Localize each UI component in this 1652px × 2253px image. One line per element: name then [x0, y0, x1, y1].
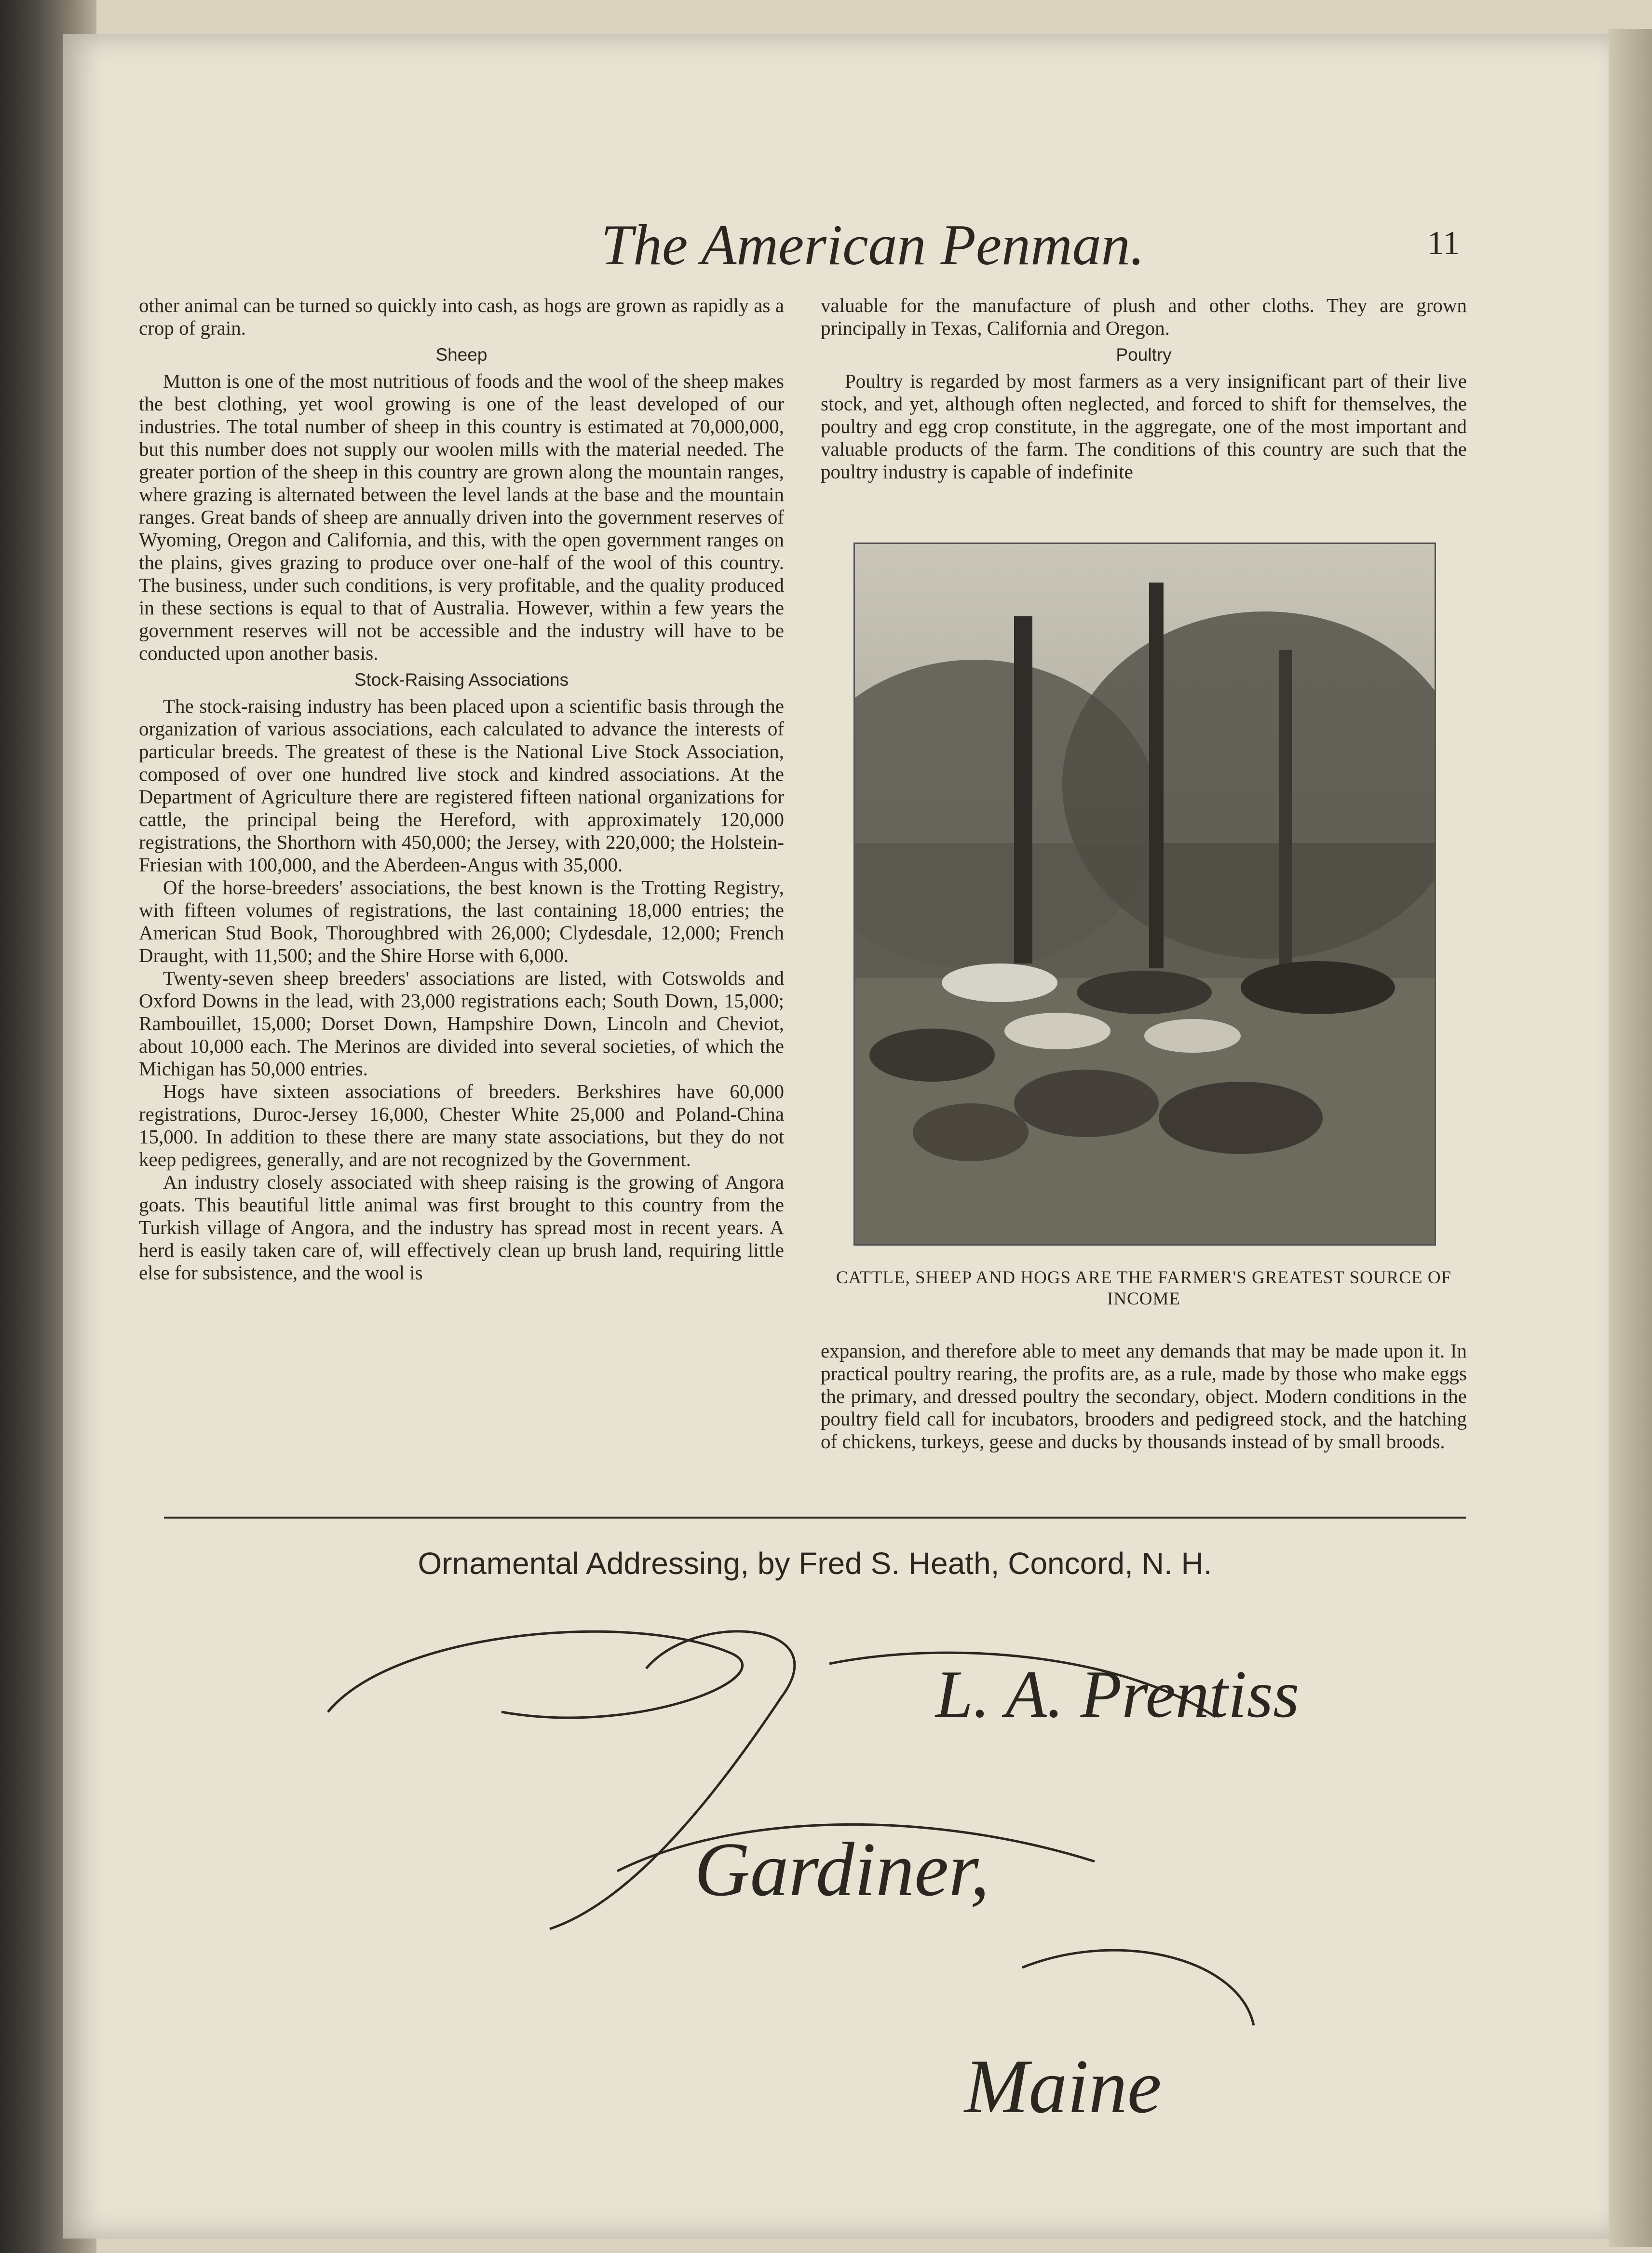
horizontal-rule — [164, 1517, 1466, 1519]
paragraph: Hogs have sixteen associations of breeders. Berkshires have 60,000 registrations, Duroc-Jersey 16,000, Chester White 25,000 and Poland-China 15,000. In addition to these there are many state associations, but they do not keep pedigrees, generally, and are not recognized by the Government. — [139, 1080, 784, 1170]
paragraph: Mutton is one of the most nutritious of foods and the wool of the sheep makes the best clothing, yet wool growing is one of the least developed of our industries. The total number of sheep in this country is estimated at 70,000,000, but this number does not supply our woolen mills with the material needed. The greater portion of the sheep in this country are grown along the mountain ranges, where grazing is alternated between the level lands at the base and the mountain ranges. Great bands of sheep are annually driven into the government reserves of Wyoming, Oregon and California, and this, with the open government ranges on the plains, gives grazing to produce over one-half of the wool of this country. The business, under such conditions, is very profitable, and the quality produced in these sections is equal to that of Australia. However, within a few years the government reserves will not be accessible and the industry will have to be conducted upon another basis. — [139, 370, 784, 664]
left-column — [139, 294, 784, 1284]
page-number: 11 — [1427, 225, 1460, 262]
paragraph: Twenty-seven sheep breeders' associations are listed, with Cotswolds and Oxford Downs in the lead, with 23,000 registrations each; South Down, 15,000; Rambouillet, 15,000; Dorset Down, Hampshire Down, Lincoln and Cheviot, about 10,000 each. The Merinos are divided into several societies, of which the Michigan has 50,000 entries. — [139, 967, 784, 1080]
masthead-title: The American Penman. — [601, 213, 1145, 277]
paragraph: An industry closely associated with sheep raising is the growing of Angora goats. This beautiful little animal was first brought to this country from the Turkish village of Angora, and the industry has spread most in recent years. A herd is easily taken care of, will effectively clean up brush land, requiring little else for subsistence, and the wool is — [139, 1171, 784, 1284]
right-column-bottom — [821, 1340, 1467, 1453]
address-town: Gardiner, — [694, 1826, 989, 1912]
paragraph: Of the horse-breeders' associations, the best known is the Trotting Registry, with fifteen volumes of registrations, the last containing 18,000 entries; the American Stud Book, Thoroughbred with 26,000; Clydesdale, 12,000; French Draught, with 11,500; and the Shire Horse with 6,000. — [139, 876, 784, 966]
masthead-logo — [434, 207, 1312, 280]
section-heading-associations: Stock-Raising Associations — [354, 670, 569, 690]
paragraph: valuable for the manufacture of plush and other cloths. They are grown principally in Texas, California and Oregon. — [821, 294, 1467, 339]
page-edge — [1609, 29, 1652, 2247]
address-state: Maine — [964, 2043, 1162, 2129]
paragraph: The stock-raising industry has been placed upon a scientific basis through the organization of various associations, each calculated to advance the interests of particular breeds. The greatest of these is the National Live Stock Association, composed of over one hundred live stock and kindred associations. At the Department of Agriculture there are registered fifteen national organizations for cattle, the principal being the Hereford, with approximately 120,000 registrations, the Shorthorn with 450,000; the Jersey, with 220,000; the Holstein-Friesian with 100,000, and the Aberdeen-Angus with 35,000. — [139, 695, 784, 876]
paragraph: other animal can be turned so quickly into cash, as hogs are grown as rapidly as a crop of grain. — [139, 294, 784, 339]
right-column-top — [821, 294, 1467, 483]
paragraph: Poultry is regarded by most farmers as a very insignificant part of their live stock, and yet, although often neglected, and forced to shift for themselves, the poultry and egg crop constitute, in the aggregate, one of the most important and valuable products of the farm. The conditions of this country are such that the poultry industry is capable of indefinite — [821, 370, 1467, 483]
section-heading-sheep: Sheep — [435, 345, 487, 365]
footer-subtitle: Ornamental Addressing, by Fred S. Heath, Concord, N. H. — [418, 1546, 1212, 1581]
livestock-photo — [853, 543, 1436, 1246]
address-name: L. A. Prentiss — [935, 1657, 1300, 1732]
paragraph: expansion, and therefore able to meet any demands that may be made upon it. In practical poultry rearing, the profits are, as a rule, made by those who make eggs the primary, and dressed poultry the secondary, object. Modern conditions in the poultry field call for incubators, brooders and pedigreed stock, and the hatching of chickens, turkeys, geese and ducks by thousands instead of by small broods. — [821, 1340, 1467, 1452]
ornamental-address — [299, 1591, 1360, 2194]
photo-caption: CATTLE, SHEEP AND HOGS ARE THE FARMER'S GREATEST SOURCE OF INCOME — [836, 1268, 1452, 1309]
section-heading-poultry: Poultry — [1116, 345, 1172, 365]
